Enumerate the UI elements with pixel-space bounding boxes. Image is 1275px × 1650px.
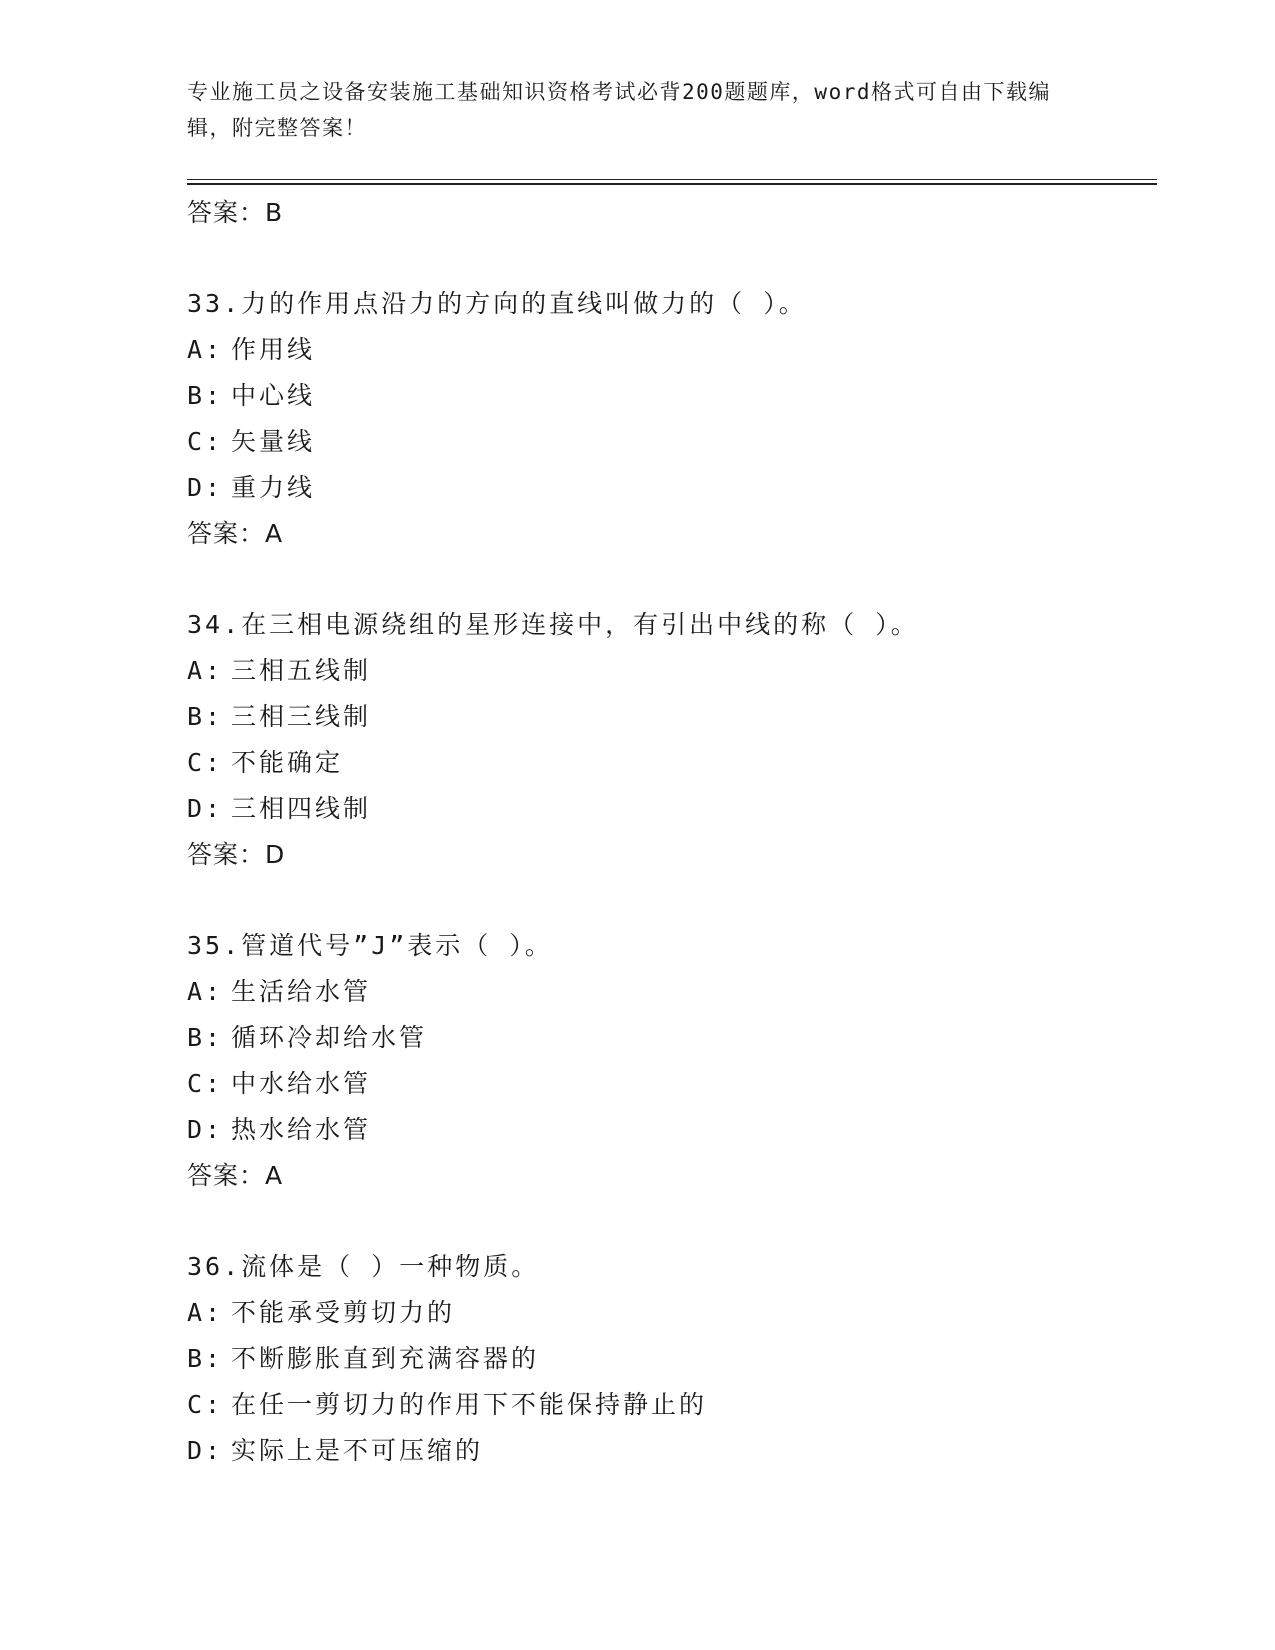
option-key: C:	[187, 427, 224, 456]
answer-line: 答案：A	[187, 1161, 284, 1190]
option-a	[187, 1290, 1157, 1336]
question-stem: 34.在三相电源绕组的星形连接中，有引出中线的称（ ）。	[187, 610, 919, 639]
option-c	[187, 1382, 1157, 1428]
option-b	[187, 694, 1157, 740]
option-d	[187, 786, 1157, 832]
header-rule-thick	[187, 183, 1157, 185]
option-text: 在任一剪切力的作用下不能保持静止的	[231, 1390, 708, 1419]
option-text: 不断膨胀直到充满容器的	[231, 1344, 540, 1373]
option-text: 不能确定	[231, 748, 344, 777]
option-key: D:	[187, 794, 224, 823]
option-text: 实际上是不可压缩的	[231, 1436, 484, 1465]
option-key: A:	[187, 335, 224, 364]
option-d	[187, 1428, 1157, 1474]
option-text: 不能承受剪切力的	[231, 1298, 456, 1327]
option-text: 热水给水管	[231, 1115, 372, 1144]
question-list	[187, 190, 1157, 1474]
option-b	[187, 1015, 1157, 1061]
option-text: 作用线	[231, 335, 316, 364]
option-text: 生活给水管	[231, 977, 372, 1006]
question-34	[187, 602, 1157, 878]
option-key: B:	[187, 1023, 224, 1052]
answer-line: 答案：D	[187, 840, 286, 869]
option-key: C:	[187, 1069, 224, 1098]
question-stem: 36.流体是（ ）一种物质。	[187, 1252, 540, 1281]
option-d	[187, 465, 1157, 511]
option-text: 三相四线制	[231, 794, 372, 823]
previous-answer: 答案：B	[187, 198, 284, 227]
option-text: 三相五线制	[231, 656, 372, 685]
option-key: A:	[187, 1298, 224, 1327]
option-key: C:	[187, 748, 224, 777]
document-header: 专业施工员之设备安装施工基础知识资格考试必背200题题库，word格式可自由下载编辑，附完整答案！	[187, 80, 1051, 140]
answer-line: 答案：A	[187, 519, 284, 548]
question-33	[187, 281, 1157, 557]
option-b	[187, 1336, 1157, 1382]
option-text: 矢量线	[231, 427, 316, 456]
question-stem: 33.力的作用点沿力的方向的直线叫做力的（ ）。	[187, 289, 807, 318]
option-key: B:	[187, 381, 224, 410]
option-a	[187, 648, 1157, 694]
option-key: B:	[187, 1344, 224, 1373]
option-c	[187, 740, 1157, 786]
option-text: 三相三线制	[231, 702, 372, 731]
option-key: D:	[187, 1115, 224, 1144]
option-b	[187, 373, 1157, 419]
option-c	[187, 419, 1157, 465]
question-stem: 35.管道代号”J”表示（ ）。	[187, 931, 553, 960]
option-a	[187, 969, 1157, 1015]
option-c	[187, 1061, 1157, 1107]
option-key: D:	[187, 473, 224, 502]
option-text: 重力线	[231, 473, 316, 502]
option-text: 中心线	[231, 381, 316, 410]
option-key: D:	[187, 1436, 224, 1465]
option-key: A:	[187, 656, 224, 685]
option-key: C:	[187, 1390, 224, 1419]
option-d	[187, 1107, 1157, 1153]
option-key: B:	[187, 702, 224, 731]
header-rule-thin	[187, 179, 1157, 180]
question-36	[187, 1244, 1157, 1474]
option-key: A:	[187, 977, 224, 1006]
question-35	[187, 923, 1157, 1199]
option-text: 中水给水管	[231, 1069, 372, 1098]
option-a	[187, 327, 1157, 373]
option-text: 循环冷却给水管	[231, 1023, 428, 1052]
